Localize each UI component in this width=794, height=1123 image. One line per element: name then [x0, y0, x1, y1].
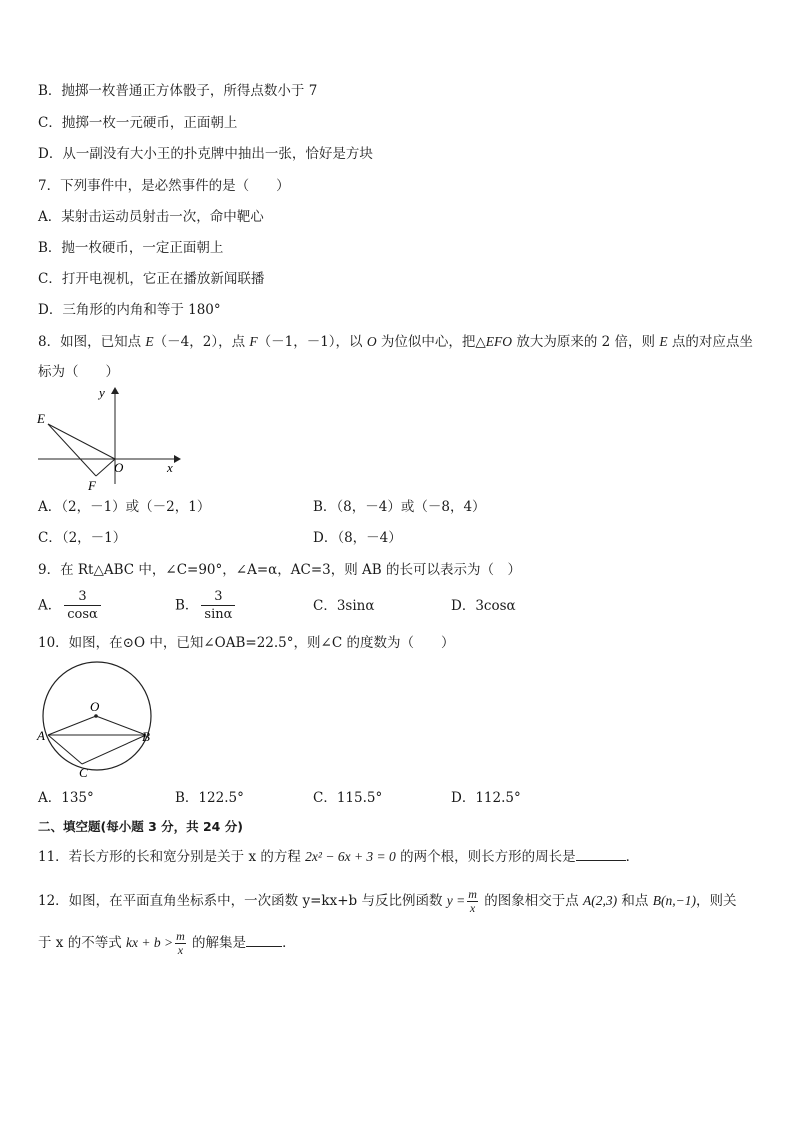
equation: 2x² − 6x + 3 = 0: [305, 849, 396, 864]
fig-label-o: O: [114, 460, 124, 475]
q7-option-b: B．抛一枚硬币，一定正面朝上: [38, 240, 224, 256]
q8-figure: [34, 384, 184, 494]
q7-stem: 7．下列事件中，是必然事件的是（ ）: [38, 178, 290, 194]
q10-figure: [36, 656, 156, 782]
radius-ob: [96, 716, 146, 735]
q9-stem: 9．在 Rt△ABC 中，∠C=90°，∠A=α，AC=3，则 AB 的长可以表示为（ ）: [38, 562, 521, 578]
y-axis-arrow: [111, 387, 119, 394]
answer-blank[interactable]: [246, 934, 282, 947]
fraction: $\frac{m}{x}$: [176, 929, 185, 957]
q12-stem: 12．如图，在平面直角坐标系中，一次函数 y=kx+b 与反比例函数 y = $\frac{m}{x}$ 的图象相交于点 A(2,3) 和点 B(n,−1)，则关: [38, 887, 737, 915]
chord-cb: [82, 735, 146, 764]
q8-stem-cont: 标为（ ）: [38, 364, 119, 380]
q7-option-c: C．打开电视机，它正在播放新闻联播: [38, 271, 265, 287]
q10-option-a: A．135°: [38, 790, 94, 806]
q6-option-b: B．抛掷一枚普通正方体骰子，所得点数小于 7: [38, 83, 318, 99]
fraction: $\frac{3}{\sin\alpha}$: [201, 588, 235, 623]
x-axis-arrow: [174, 455, 181, 463]
q10-option-b: B．122.5°: [175, 790, 244, 806]
q9-option-a: A． $\frac{3}{\cos\alpha}$: [38, 588, 104, 623]
fig-label-a: A: [37, 728, 45, 743]
q8-option-b: B．（8，－4）或（－8，4）: [313, 499, 486, 515]
radius-oa: [48, 716, 96, 735]
q10-option-d: D．112.5°: [451, 790, 521, 806]
fig-label-f: F: [88, 478, 96, 493]
q9-option-b: B． $\frac{3}{\sin\alpha}$: [175, 588, 238, 623]
fraction: $\frac{m}{x}$: [468, 887, 477, 915]
q8-option-a: A．（2，－1）或（－2，1）: [38, 499, 211, 515]
section-heading: 二、填空题(每小题 3 分，共 24 分): [38, 819, 243, 834]
q7-option-d: D．三角形的内角和等于 180°: [38, 302, 221, 318]
fig-label-b: B: [142, 729, 150, 744]
q12-stem-cont: 于 x 的不等式 kx + b > $\frac{m}{x}$ 的解集是 ．: [38, 929, 296, 957]
fig-label-e: E: [37, 411, 45, 426]
segment-fo: [96, 459, 115, 476]
q6-option-d: D．从一副没有大小王的扑克牌中抽出一张，恰好是方块: [38, 146, 373, 162]
q8-option-d: D．（8，－4）: [313, 530, 402, 546]
segment-eo: [48, 424, 115, 459]
q11-stem: 11．若长方形的长和宽分别是关于 x 的方程 2x² − 6x + 3 = 0 的两个根，则长方形的周长是 ．: [38, 849, 640, 865]
q9-option-c: C．3sinα: [313, 598, 375, 614]
q6-option-c: C．抛掷一枚一元硬币，正面朝上: [38, 115, 238, 131]
fig-label-x: x: [167, 460, 173, 475]
segment-ef: [48, 424, 96, 476]
fig-label-c: C: [79, 765, 88, 780]
q8-option-c: C．（2，－1）: [38, 530, 127, 546]
q10-stem: 10．如图，在⊙O 中，已知∠OAB=22.5°，则∠C 的度数为（ ）: [38, 635, 455, 651]
fig-label-y: y: [99, 385, 105, 400]
fig-label-o: O: [90, 699, 100, 714]
q8-stem: 8．如图，已知点 E（－4，2），点 F（－1，－1），以 O 为位似中心，把△EFO 放大为原来的 2 倍，则 E 点的对应点坐: [38, 334, 753, 350]
answer-blank[interactable]: [576, 848, 626, 861]
q7-option-a: A．某射击运动员射击一次，命中靶心: [38, 209, 264, 225]
fraction: $\frac{3}{\cos\alpha}$: [64, 588, 101, 623]
q10-option-c: C．115.5°: [313, 790, 383, 806]
q9-option-d: D．3cosα: [451, 598, 516, 614]
